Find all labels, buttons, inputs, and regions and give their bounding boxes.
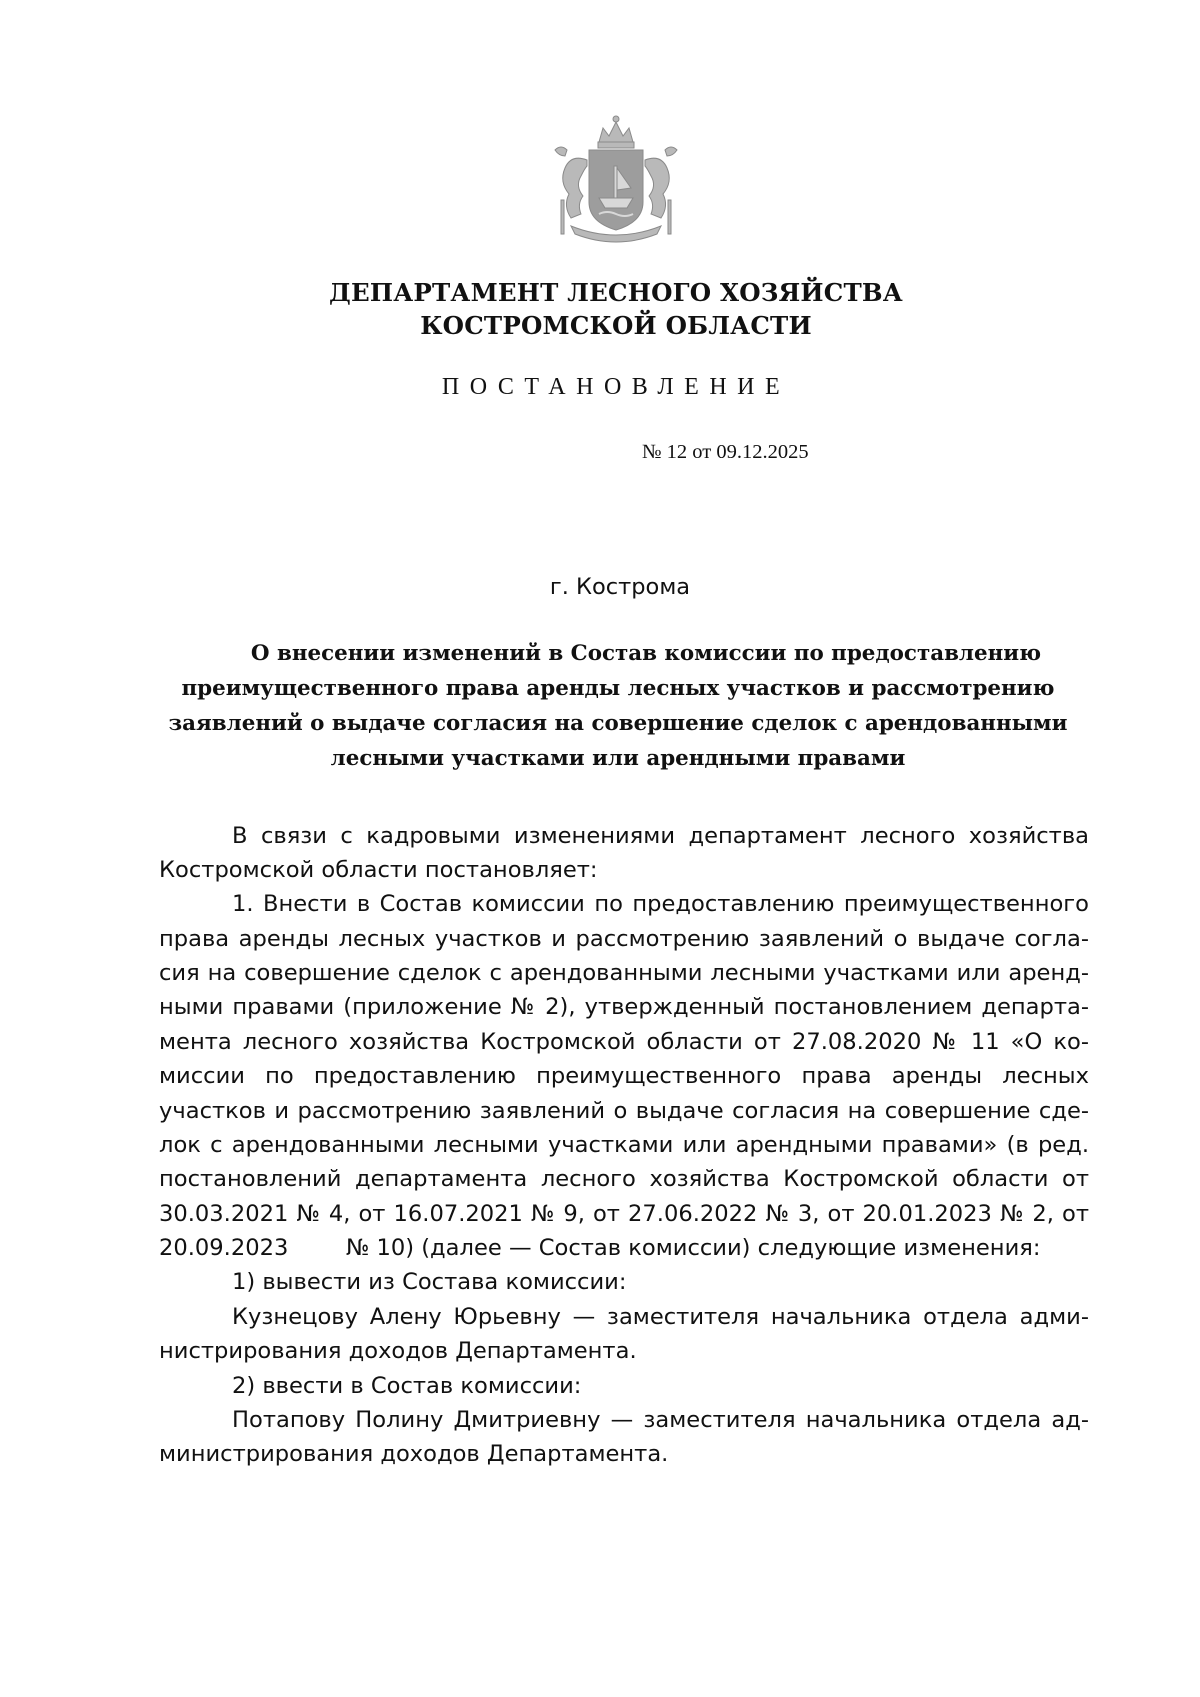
- city: г. Кострома: [549, 574, 691, 600]
- body-line: миссии по предоставлению преимущественного права аренды лесных: [159, 1063, 1089, 1089]
- body-line: министрирования доходов Департамента.: [159, 1441, 669, 1467]
- body-line: сия на совершение сделок с арендованными лесными участками или аренд-: [159, 960, 1089, 986]
- coat-of-arms-icon: [541, 110, 691, 250]
- body-line: мента лесного хозяйства Костромской области от 27.08.2020 № 11 «О ко-: [159, 1029, 1089, 1055]
- body-line: 20.09.2023 № 10) (далее — Состав комиссии) следующие изменения:: [159, 1235, 1041, 1261]
- title-line: заявлений о выдаче согласия на совершение сделок с арендованными: [168, 711, 1068, 736]
- title-line: лесными участками или арендными правами: [330, 746, 906, 771]
- body-line: права аренды лесных участков и рассмотрению заявлений о выдаче согла-: [159, 926, 1089, 952]
- body-line: лок с арендованными лесными участками или арендными правами» (в ред.: [159, 1132, 1089, 1158]
- document-type: ПОСТАНОВЛЕНИЕ: [441, 374, 791, 400]
- body-line: 30.03.2021 № 4, от 16.07.2021 № 9, от 27.06.2022 № 3, от 20.01.2023 № 2, от: [159, 1201, 1089, 1227]
- title-line: преимущественного права аренды лесных участков и рассмотрению: [181, 676, 1055, 701]
- body-line: участков и рассмотрению заявлений о выдаче согласия на совершение сде-: [159, 1098, 1089, 1124]
- body-line: 2) ввести в Состав комиссии:: [232, 1373, 582, 1399]
- body-line: ными правами (приложение № 2), утвержденный постановлением департа-: [159, 994, 1089, 1020]
- body-line: 1. Внести в Состав комиссии по предоставлению преимущественного: [232, 891, 1089, 917]
- body-line: Потапову Полину Дмитриевну — заместителя начальника отдела ад-: [232, 1407, 1089, 1433]
- body-line: нистрирования доходов Департамента.: [159, 1338, 637, 1364]
- document-number: № 12 от 09.12.2025: [642, 441, 809, 463]
- body-line: В связи с кадровыми изменениями департамент лесного хозяйства: [232, 823, 1089, 849]
- body-line: 1) вывести из Состава комиссии:: [232, 1269, 627, 1295]
- body-line: Кузнецову Алену Юрьевну — заместителя начальника отдела адми-: [232, 1304, 1089, 1330]
- title-line: О внесении изменений в Состав комиссии по предоставлению: [250, 641, 1042, 666]
- body-line: Костромской области постановляет:: [159, 857, 598, 883]
- body-line: постановлений департамента лесного хозяйства Костромской области от: [159, 1166, 1089, 1192]
- org-name-line2: КОСТРОМСКОЙ ОБЛАСТИ: [420, 311, 812, 340]
- org-name-line1: ДЕПАРТАМЕНТ ЛЕСНОГО ХОЗЯЙСТВА: [329, 278, 903, 307]
